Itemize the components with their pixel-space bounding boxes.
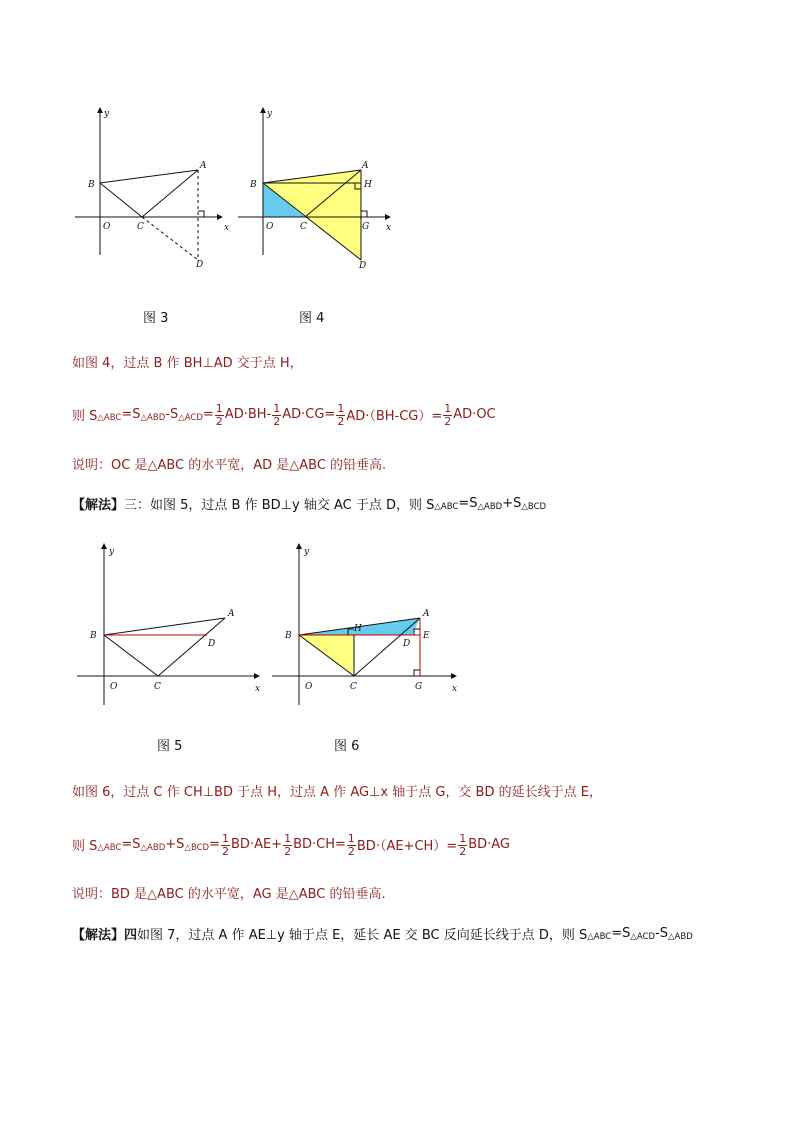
formula-2: 则 S △ABC =S △ABD +S △BCD = $\frac{1}{2}$ BD·AE+ $\frac{1}{2}$ BD·CH= $\frac{1}{2}$ BD·（AE+CH）= $\frac{1}{2}$ BD·AG [72, 832, 511, 858]
label-b: B [90, 631, 97, 641]
label-d: D [403, 639, 411, 649]
label-b: B [250, 180, 257, 190]
figure-4 [223, 100, 413, 275]
method-4-heading: 【解法】四 如图 7，过点 A 作 AE⊥y 轴于点 E，延长 AE 交 BC 反向延长线于点 D，则 S △ABC =S △ACD -S △ABD [72, 926, 693, 943]
label-c: C [300, 222, 307, 232]
right-angle-mark-g [361, 211, 367, 217]
label-y: y [104, 109, 110, 119]
label-o: O [305, 682, 313, 692]
right-angle-mark-e [414, 629, 420, 635]
label-c: C [350, 682, 357, 692]
label-e: E [423, 631, 430, 641]
figure-6 [257, 540, 467, 715]
segment-bc [100, 183, 142, 217]
segment-ba [100, 170, 198, 183]
label-x: x [224, 223, 230, 233]
segment-cd-dashed [142, 217, 198, 260]
caption-figure-5: 图 5 [157, 739, 183, 754]
label-h: H [354, 624, 362, 634]
caption-figure-4: 图 4 [299, 311, 325, 326]
label-g: G [362, 222, 370, 232]
label-o: O [266, 222, 274, 232]
label-a: A [362, 161, 369, 171]
label-a: A [228, 609, 235, 619]
segment-ba [104, 618, 225, 635]
label-a: A [423, 609, 430, 619]
caption-figure-6: 图 6 [334, 739, 360, 754]
label-d: D [196, 260, 204, 270]
label-g: G [415, 682, 423, 692]
paragraph-fig6-desc: 如图 6，过点 C 作 CH⊥BD 于点 H，过点 A 作 AG⊥x 轴于点 G，交 BD 的延长线于点 E， [72, 785, 602, 800]
note-1: 说明：OC 是△ABC 的水平宽，AD 是△ABC 的铅垂高. [72, 458, 387, 473]
method-3-heading: 【解法】 三：如图 5，过点 B 作 BD⊥y 轴交 AC 于点 D，则 S △ABC =S △ABD +S △BCD [72, 496, 547, 513]
note-2: 说明：BD 是△ABC 的水平宽，AG 是△ABC 的铅垂高. [72, 887, 386, 902]
segment-bc [104, 635, 158, 676]
label-c: C [154, 682, 161, 692]
label-b: B [88, 180, 95, 190]
label-y: y [109, 547, 115, 557]
paragraph-fig4-desc: 如图 4，过点 B 作 BH⊥AD 交于点 H， [72, 356, 303, 371]
segment-ca [142, 170, 198, 217]
label-y: y [267, 109, 273, 119]
figure-3 [60, 100, 250, 275]
label-o: O [110, 682, 118, 692]
label-x: x [255, 684, 261, 694]
label-y: y [304, 547, 310, 557]
label-d: D [208, 639, 216, 649]
label-d: D [359, 261, 367, 271]
label-a: A [200, 161, 207, 171]
label-o: O [103, 222, 111, 232]
label-x: x [452, 684, 458, 694]
caption-figure-3: 图 3 [143, 311, 169, 326]
label-h: H [364, 180, 372, 190]
label-x: x [386, 223, 392, 233]
right-angle-mark-g [414, 670, 420, 676]
figure-5 [62, 540, 272, 715]
formula-1: 则 S △ABC =S △ABD -S △ACD = $\frac{1}{2}$ AD·BH- $\frac{1}{2}$ AD·CG= $\frac{1}{2}$ AD·（BH-CG）= $\frac{1}{2}$ AD·OC [72, 402, 496, 428]
right-angle-mark [198, 211, 204, 217]
label-c: C [137, 222, 144, 232]
label-b: B [285, 631, 292, 641]
